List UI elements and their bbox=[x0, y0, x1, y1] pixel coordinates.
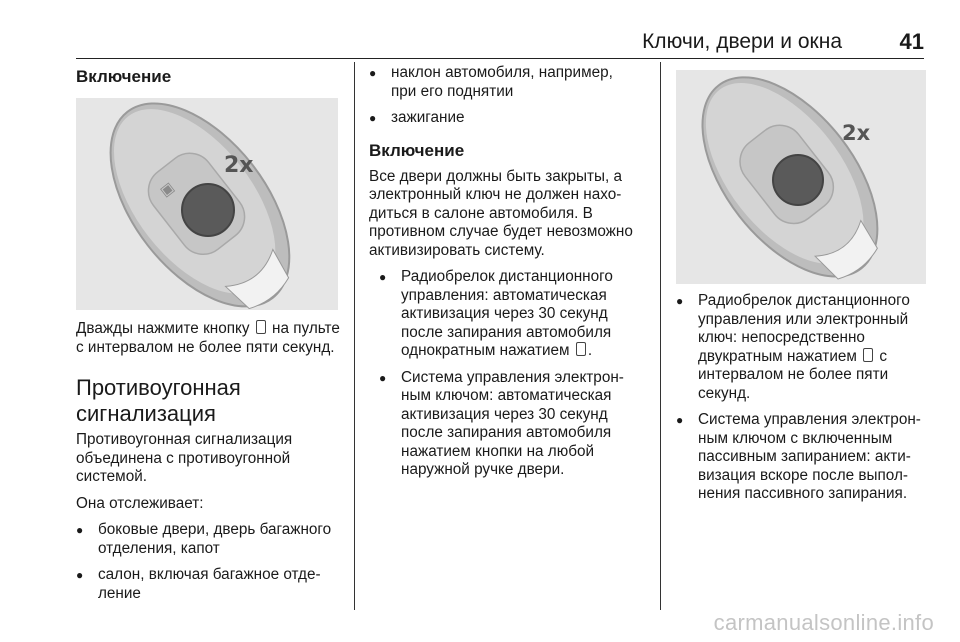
svg-text:▣: ▣ bbox=[157, 179, 178, 201]
instruction-text: Дважды нажмите кнопку на пульте с интервалом не более пяти секунд. bbox=[76, 320, 340, 356]
section-subtitle: Включение bbox=[369, 140, 465, 160]
page-title: Ключи, двери и окна bbox=[642, 30, 842, 53]
bullet-list bbox=[369, 268, 637, 480]
section-subtitle: Включение bbox=[76, 67, 172, 86]
paragraph: Она отслеживает: bbox=[76, 494, 204, 512]
lock-button-highlighted bbox=[182, 184, 234, 236]
section-heading: Противоугонная сигнализация bbox=[76, 375, 241, 426]
list-item: ● наклон автомобиля, например, при его поднятии bbox=[369, 64, 637, 101]
page-number: 41 bbox=[899, 29, 924, 54]
lock-key-icon bbox=[576, 342, 586, 356]
bullet-list bbox=[369, 64, 637, 128]
column-2 bbox=[369, 62, 637, 480]
watermark: carmanualsonline.info bbox=[713, 610, 934, 635]
key-fob-illustration bbox=[76, 98, 338, 310]
column-divider bbox=[354, 62, 355, 610]
list-item: ● Система управления электронным ключом с включенным пассивным запиранием: активизация вскоре после выполнения пассивного запирания. bbox=[676, 411, 928, 504]
column-1 bbox=[76, 62, 342, 603]
lock-key-icon bbox=[863, 348, 873, 362]
paragraph: Противоугонная сигнализация объединена с противоугонной системой. bbox=[76, 431, 293, 485]
page-header bbox=[76, 26, 924, 59]
list-item: ● зажигание bbox=[369, 109, 637, 128]
list-item: ● Система управления электронным ключом: автоматическая активизация через 30 секунд после запирания автомобиля нажатием кнопки на любой наружной ручке двери. bbox=[379, 369, 637, 480]
list-item: ● Радиобрелок дистанционного управления: автоматическая активизация через 30 секунд после запирания автомобиля однократным нажатием . bbox=[379, 268, 637, 361]
list-item: ● Радиобрелок дистанционного управления или электронный ключ: непосредственно двукратным нажатием с интервалом не более пяти секунд. bbox=[676, 292, 928, 403]
list-item: ● салон, включая багажное отделение bbox=[76, 566, 342, 603]
column-divider bbox=[660, 62, 661, 610]
lock-key-icon bbox=[256, 320, 266, 334]
paragraph: Все двери должны быть закрыты, а электронный ключ не должен находиться в салоне автомобиля. В противном случае будет невозможно активизировать систему. bbox=[369, 167, 633, 259]
column-3 bbox=[676, 62, 928, 504]
bullet-list bbox=[676, 292, 928, 504]
key-fob-illustration bbox=[676, 70, 926, 284]
press-count-label: 2x bbox=[842, 121, 871, 145]
press-count-label: 2x bbox=[224, 153, 254, 178]
lock-button-highlighted bbox=[773, 155, 823, 205]
bullet-list bbox=[76, 521, 342, 603]
list-item: ● боковые двери, дверь багажного отделения, капот bbox=[76, 521, 342, 558]
